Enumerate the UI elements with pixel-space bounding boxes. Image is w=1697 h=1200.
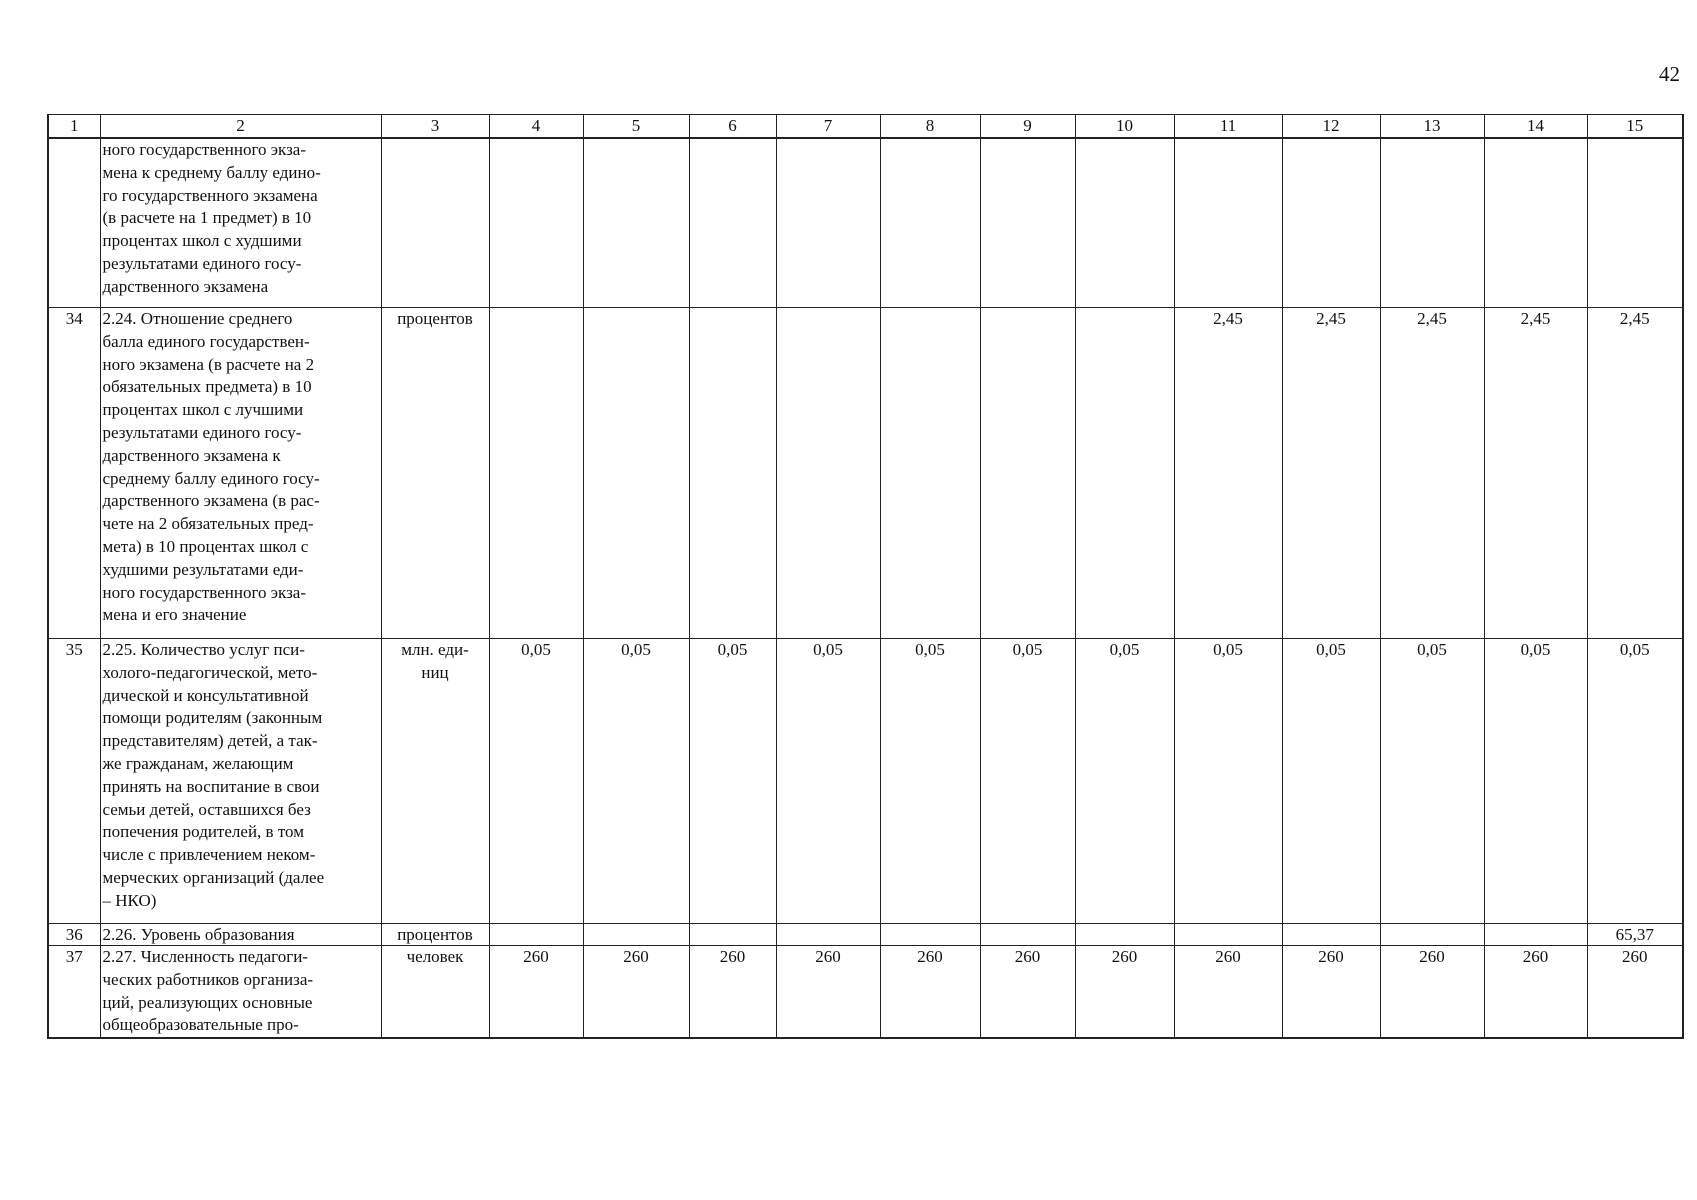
column-header: 5 bbox=[583, 115, 689, 139]
table-row bbox=[48, 639, 1683, 924]
value-cell: 0,05 bbox=[689, 639, 776, 924]
value-cell bbox=[689, 308, 776, 639]
value-cell: 0,05 bbox=[1174, 639, 1282, 924]
value-cell: 0,05 bbox=[489, 639, 583, 924]
value-cell: 260 bbox=[980, 946, 1075, 1039]
table-row bbox=[48, 946, 1683, 1039]
value-cell: 0,05 bbox=[880, 639, 980, 924]
column-header: 12 bbox=[1282, 115, 1380, 139]
value-cell: 0,05 bbox=[1587, 639, 1683, 924]
column-header: 11 bbox=[1174, 115, 1282, 139]
value-cell bbox=[583, 924, 689, 946]
column-header: 15 bbox=[1587, 115, 1683, 139]
value-cell bbox=[1380, 138, 1484, 308]
value-cell: 260 bbox=[1484, 946, 1587, 1039]
indicator-name: 2.24. Отношение среднего балла единого государствен- ного экзамена (в расчете на 2 обязательных предмета) в 10 процентах школ с лучшими результатами единого госу- дарственного экзамена к среднему баллу единого госу- дарственного экзамена (в рас- чете на 2 обязательных пред- мета) в 10 процентах школ с худшими результатами еди- ного государственного экза- мена и его значение bbox=[100, 308, 381, 639]
value-cell: 0,05 bbox=[583, 639, 689, 924]
value-cell: 260 bbox=[776, 946, 880, 1039]
row-number: 34 bbox=[48, 308, 100, 639]
value-cell: 260 bbox=[1075, 946, 1174, 1039]
value-cell bbox=[1075, 924, 1174, 946]
table-row bbox=[48, 924, 1683, 946]
value-cell bbox=[489, 924, 583, 946]
column-header: 14 bbox=[1484, 115, 1587, 139]
value-cell bbox=[1282, 924, 1380, 946]
value-cell bbox=[776, 308, 880, 639]
page-number: 42 bbox=[1659, 62, 1680, 86]
unit-cell bbox=[381, 138, 489, 308]
value-cell bbox=[880, 138, 980, 308]
value-cell: 0,05 bbox=[776, 639, 880, 924]
value-cell bbox=[980, 138, 1075, 308]
value-cell bbox=[489, 308, 583, 639]
column-header: 6 bbox=[689, 115, 776, 139]
value-cell: 0,05 bbox=[1075, 639, 1174, 924]
value-cell bbox=[1075, 138, 1174, 308]
value-cell: 260 bbox=[880, 946, 980, 1039]
value-cell: 2,45 bbox=[1282, 308, 1380, 639]
value-cell bbox=[1174, 924, 1282, 946]
value-cell: 0,05 bbox=[980, 639, 1075, 924]
value-cell: 2,45 bbox=[1484, 308, 1587, 639]
value-cell bbox=[776, 138, 880, 308]
column-header: 4 bbox=[489, 115, 583, 139]
column-header: 7 bbox=[776, 115, 880, 139]
indicator-name: 2.26. Уровень образования bbox=[100, 924, 381, 946]
value-cell: 260 bbox=[1380, 946, 1484, 1039]
row-number: 37 bbox=[48, 946, 100, 1039]
value-cell: 0,05 bbox=[1282, 639, 1380, 924]
unit-cell: процентов bbox=[381, 308, 489, 639]
value-cell bbox=[1282, 138, 1380, 308]
row-number: 35 bbox=[48, 639, 100, 924]
column-header: 13 bbox=[1380, 115, 1484, 139]
value-cell bbox=[1174, 138, 1282, 308]
row-number bbox=[48, 138, 100, 308]
value-cell bbox=[1587, 138, 1683, 308]
value-cell: 260 bbox=[1282, 946, 1380, 1039]
value-cell bbox=[880, 308, 980, 639]
value-cell: 65,37 bbox=[1587, 924, 1683, 946]
value-cell bbox=[776, 924, 880, 946]
value-cell: 0,05 bbox=[1484, 639, 1587, 924]
value-cell bbox=[1484, 138, 1587, 308]
value-cell bbox=[1075, 308, 1174, 639]
value-cell bbox=[980, 924, 1075, 946]
unit-cell: человек bbox=[381, 946, 489, 1039]
header-row bbox=[48, 115, 1683, 139]
value-cell bbox=[1484, 924, 1587, 946]
column-header: 3 bbox=[381, 115, 489, 139]
column-header: 8 bbox=[880, 115, 980, 139]
value-cell bbox=[689, 924, 776, 946]
column-header: 9 bbox=[980, 115, 1075, 139]
column-header: 1 bbox=[48, 115, 100, 139]
value-cell: 260 bbox=[1587, 946, 1683, 1039]
indicators-table bbox=[47, 114, 1684, 1039]
value-cell: 0,05 bbox=[1380, 639, 1484, 924]
value-cell bbox=[1380, 924, 1484, 946]
indicator-name: 2.25. Количество услуг пси- холого-педагогической, мето- дической и консультативной помощи родителям (законным представителям) детей, а так- же гражданам, желающим принять на воспитание в свои семьи детей, оставшихся без попечения родителей, в том числе с привлечением неком- мерческих организаций (далее – НКО) bbox=[100, 639, 381, 924]
unit-cell: процентов bbox=[381, 924, 489, 946]
value-cell: 260 bbox=[689, 946, 776, 1039]
value-cell: 260 bbox=[583, 946, 689, 1039]
column-header: 2 bbox=[100, 115, 381, 139]
value-cell: 260 bbox=[1174, 946, 1282, 1039]
value-cell: 2,45 bbox=[1587, 308, 1683, 639]
value-cell bbox=[583, 308, 689, 639]
unit-cell: млн. еди- ниц bbox=[381, 639, 489, 924]
row-number: 36 bbox=[48, 924, 100, 946]
value-cell: 2,45 bbox=[1380, 308, 1484, 639]
value-cell bbox=[489, 138, 583, 308]
indicator-name: ного государственного экза- мена к среднему баллу едино- го государственного экзамена (в расчете на 1 предмет) в 10 процентах школ с худшими результатами единого госу- дарственного экзамена bbox=[100, 138, 381, 308]
value-cell: 260 bbox=[489, 946, 583, 1039]
table-row bbox=[48, 308, 1683, 639]
value-cell bbox=[880, 924, 980, 946]
value-cell: 2,45 bbox=[1174, 308, 1282, 639]
table-row bbox=[48, 138, 1683, 308]
value-cell bbox=[980, 308, 1075, 639]
value-cell bbox=[689, 138, 776, 308]
column-header: 10 bbox=[1075, 115, 1174, 139]
value-cell bbox=[583, 138, 689, 308]
indicator-name: 2.27. Численность педагоги- ческих работников организа- ций, реализующих основные общеобразовательные про- bbox=[100, 946, 381, 1039]
